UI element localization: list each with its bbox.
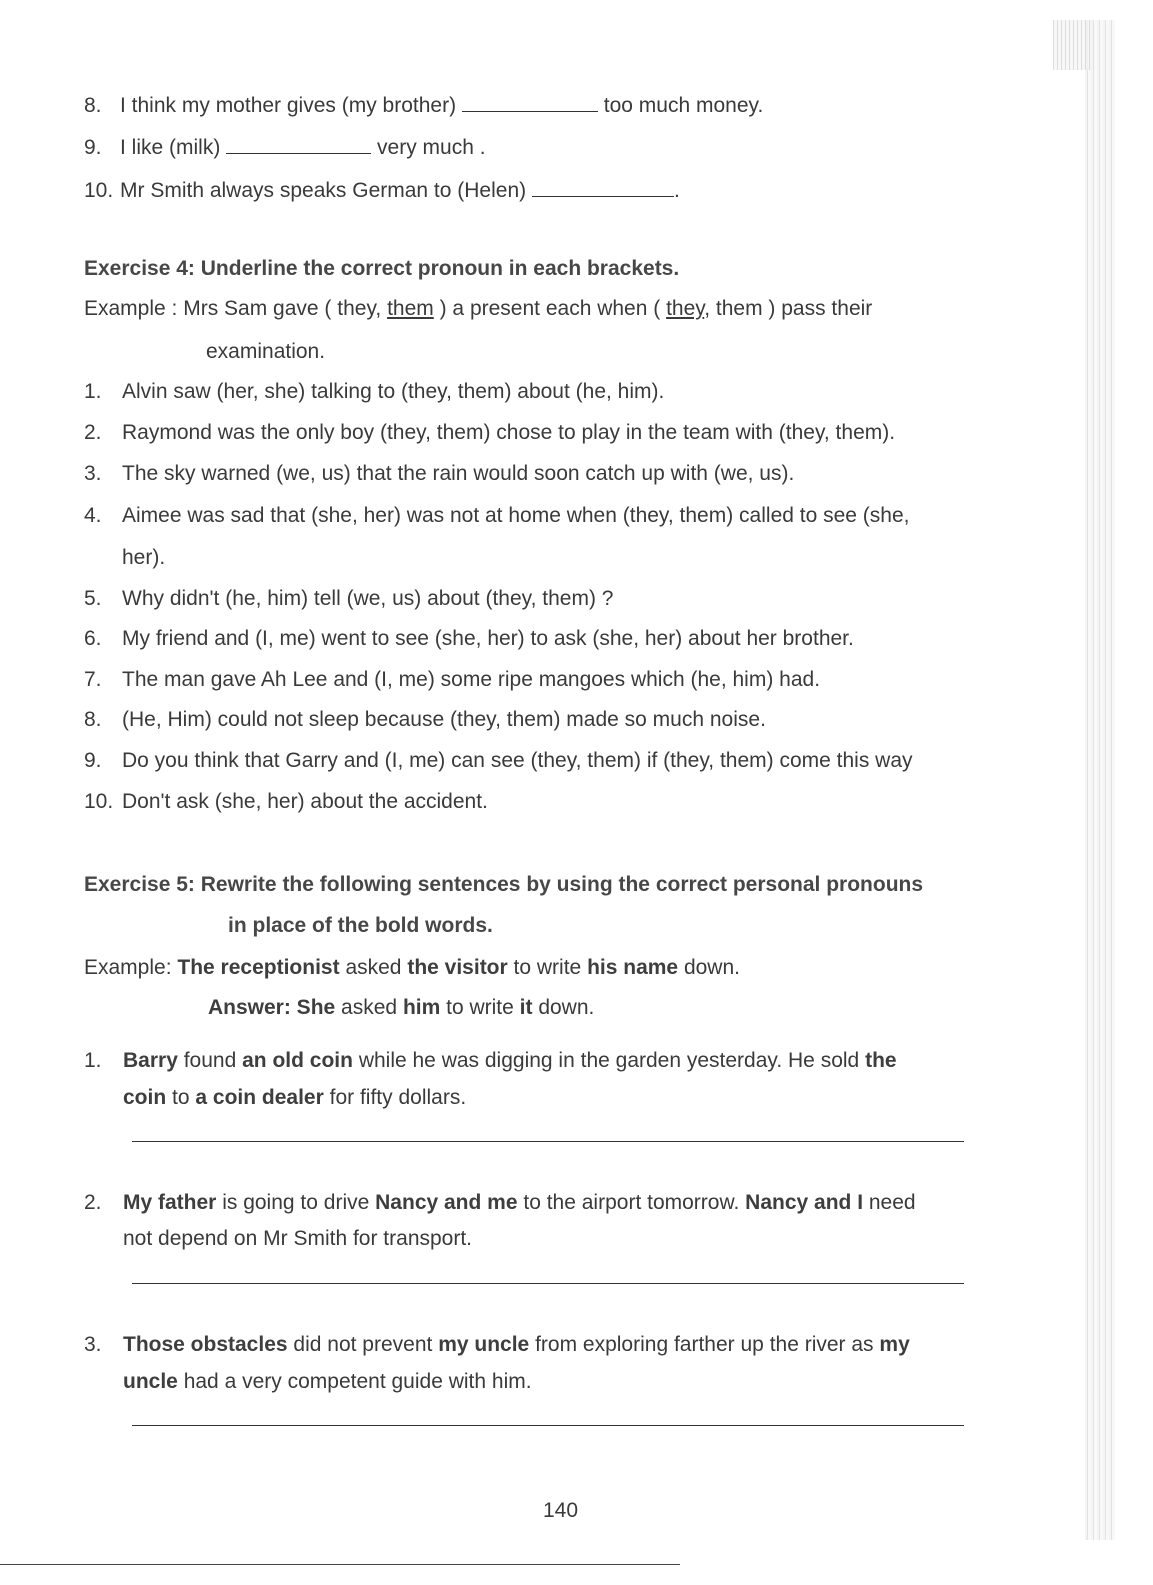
answer-blank[interactable] bbox=[226, 152, 371, 154]
example-label: Example : bbox=[84, 297, 178, 320]
bold-phrase: Those obstacles bbox=[123, 1333, 288, 1356]
example-continued: examination. bbox=[206, 340, 326, 363]
exercise4-heading: Exercise 4: Underline the correct pronoun in each brackets. bbox=[84, 257, 680, 280]
exercise5-item-line bbox=[123, 1087, 466, 1108]
item-number: 10. bbox=[84, 179, 114, 202]
example-underlined-pronoun: they bbox=[666, 297, 705, 320]
exercise4-item-text: (He, Him) could not sleep because (they, them) made so much noise. bbox=[122, 708, 766, 731]
answer-blank[interactable] bbox=[532, 195, 674, 197]
item-text: to bbox=[172, 1086, 190, 1109]
example-text: asked bbox=[345, 956, 402, 979]
example-underlined-pronoun: them bbox=[387, 297, 434, 320]
item-text: is going to drive bbox=[222, 1191, 370, 1214]
item-text: not depend on Mr Smith for transport. bbox=[123, 1227, 473, 1250]
exercise4-item-text: Why didn't (he, him) tell (we, us) about (they, them) ? bbox=[122, 587, 614, 610]
item-text: from exploring farther up the river as bbox=[535, 1333, 874, 1356]
exercise5-item-line bbox=[123, 1228, 472, 1249]
answer-label: Answer: She bbox=[208, 996, 336, 1019]
item-text: found bbox=[183, 1049, 237, 1072]
item-number: 10. bbox=[84, 790, 114, 813]
item-number: 5. bbox=[84, 587, 102, 610]
exercise5-item-line bbox=[123, 1371, 532, 1392]
bold-phrase: Nancy and I bbox=[745, 1191, 864, 1214]
scan-edge-shadow bbox=[1085, 20, 1115, 1540]
exercise5-answer bbox=[208, 997, 594, 1018]
exercise5-item-line bbox=[123, 1334, 910, 1355]
exercise5-item-line bbox=[123, 1192, 916, 1213]
bold-phrase: the bbox=[865, 1049, 897, 1072]
page-number: 140 bbox=[543, 1499, 579, 1522]
item-text-pre: Mr Smith always speaks German to (Helen) bbox=[120, 179, 527, 202]
exercise4-item-continued: her). bbox=[122, 546, 166, 569]
bold-phrase: my uncle bbox=[438, 1333, 530, 1356]
item-number: 7. bbox=[84, 668, 102, 691]
exercise4-item-text: Don't ask (she, her) about the accident. bbox=[122, 790, 488, 813]
example-label: Example: bbox=[84, 956, 172, 979]
answer-text: asked bbox=[341, 996, 398, 1019]
bold-phrase: the visitor bbox=[407, 956, 508, 979]
exercise4-item-text: The sky warned (we, us) that the rain would soon catch up with (we, us). bbox=[122, 462, 795, 485]
answer-blank[interactable] bbox=[462, 110, 598, 112]
bold-phrase: The receptionist bbox=[177, 956, 340, 979]
item-number: 2. bbox=[84, 421, 102, 444]
item-text: while he was digging in the garden yesterday. He sold bbox=[358, 1049, 860, 1072]
example-text: Mrs Sam gave ( they, bbox=[183, 297, 382, 320]
exercise4-item-text: Raymond was the only boy (they, them) chose to play in the team with (they, them). bbox=[122, 421, 896, 444]
bold-phrase: him bbox=[402, 996, 441, 1019]
scan-bottom-rule bbox=[0, 1564, 680, 1565]
item-number: 8. bbox=[84, 708, 102, 731]
bold-phrase: Nancy and me bbox=[375, 1191, 518, 1214]
exercise4-item-text: My friend and (I, me) went to see (she, her) to ask (she, her) about her brother. bbox=[122, 627, 854, 650]
answer-line[interactable] bbox=[132, 1283, 964, 1284]
item-text-post: very much . bbox=[377, 136, 486, 159]
exercise5-heading-line1: Exercise 5: Rewrite the following sentences by using the correct personal pronouns bbox=[84, 873, 924, 896]
exercise4-example bbox=[84, 298, 872, 319]
exercise4-item-text: Aimee was sad that (she, her) was not at home when (they, them) called to see (she, bbox=[122, 504, 910, 527]
item-text: to the airport tomorrow. bbox=[523, 1191, 740, 1214]
bold-phrase: my bbox=[879, 1333, 910, 1356]
item-number: 1. bbox=[84, 1049, 102, 1072]
item-number: 2. bbox=[84, 1191, 102, 1214]
bold-phrase: Barry bbox=[123, 1049, 178, 1072]
bold-phrase: his name bbox=[587, 956, 679, 979]
item-number: 6. bbox=[84, 627, 102, 650]
item-text: for fifty dollars. bbox=[329, 1086, 467, 1109]
item-text: had a very competent guide with him. bbox=[183, 1370, 532, 1393]
item-text: did not prevent bbox=[293, 1333, 433, 1356]
item-number: 8. bbox=[84, 94, 102, 117]
example-text: ) a present each when ( bbox=[439, 297, 661, 320]
item-number: 3. bbox=[84, 462, 102, 485]
item-number: 9. bbox=[84, 136, 102, 159]
item-text bbox=[120, 137, 486, 158]
exercise5-item-line bbox=[123, 1050, 897, 1071]
bold-phrase: it bbox=[519, 996, 533, 1019]
item-text bbox=[120, 180, 680, 201]
exercise5-heading-line2: in place of the bold words. bbox=[228, 914, 493, 937]
bold-phrase: a coin dealer bbox=[195, 1086, 324, 1109]
exercise5-example bbox=[84, 957, 740, 978]
exercise4-item-text: The man gave Ah Lee and (I, me) some ripe mangoes which (he, him) had. bbox=[122, 668, 821, 691]
item-number: 4. bbox=[84, 504, 102, 527]
item-number: 9. bbox=[84, 749, 102, 772]
answer-line[interactable] bbox=[132, 1141, 964, 1142]
example-text: to write bbox=[513, 956, 582, 979]
scan-edge-top bbox=[1053, 20, 1093, 70]
item-text: need bbox=[868, 1191, 916, 1214]
bold-phrase: an old coin bbox=[242, 1049, 353, 1072]
exercise4-item-text: Alvin saw (her, she) talking to (they, them) about (he, him). bbox=[122, 380, 665, 403]
bold-phrase: coin bbox=[123, 1086, 167, 1109]
answer-text: down. bbox=[538, 996, 595, 1019]
answer-line[interactable] bbox=[132, 1425, 964, 1426]
item-number: 3. bbox=[84, 1333, 102, 1356]
bold-phrase: My father bbox=[123, 1191, 217, 1214]
item-text bbox=[120, 95, 763, 116]
item-text-pre: I like (milk) bbox=[120, 136, 221, 159]
answer-text: to write bbox=[446, 996, 514, 1019]
item-number: 1. bbox=[84, 380, 102, 403]
item-text-post: too much money. bbox=[603, 94, 764, 117]
example-text: down. bbox=[683, 956, 740, 979]
exercise4-item-text: Do you think that Garry and (I, me) can see (they, them) if (they, them) come this way bbox=[122, 749, 913, 772]
example-text: , them ) pass their bbox=[704, 297, 873, 320]
bold-phrase: uncle bbox=[123, 1370, 178, 1393]
item-text-post: . bbox=[673, 179, 680, 202]
item-text-pre: I think my mother gives (my brother) bbox=[120, 94, 457, 117]
